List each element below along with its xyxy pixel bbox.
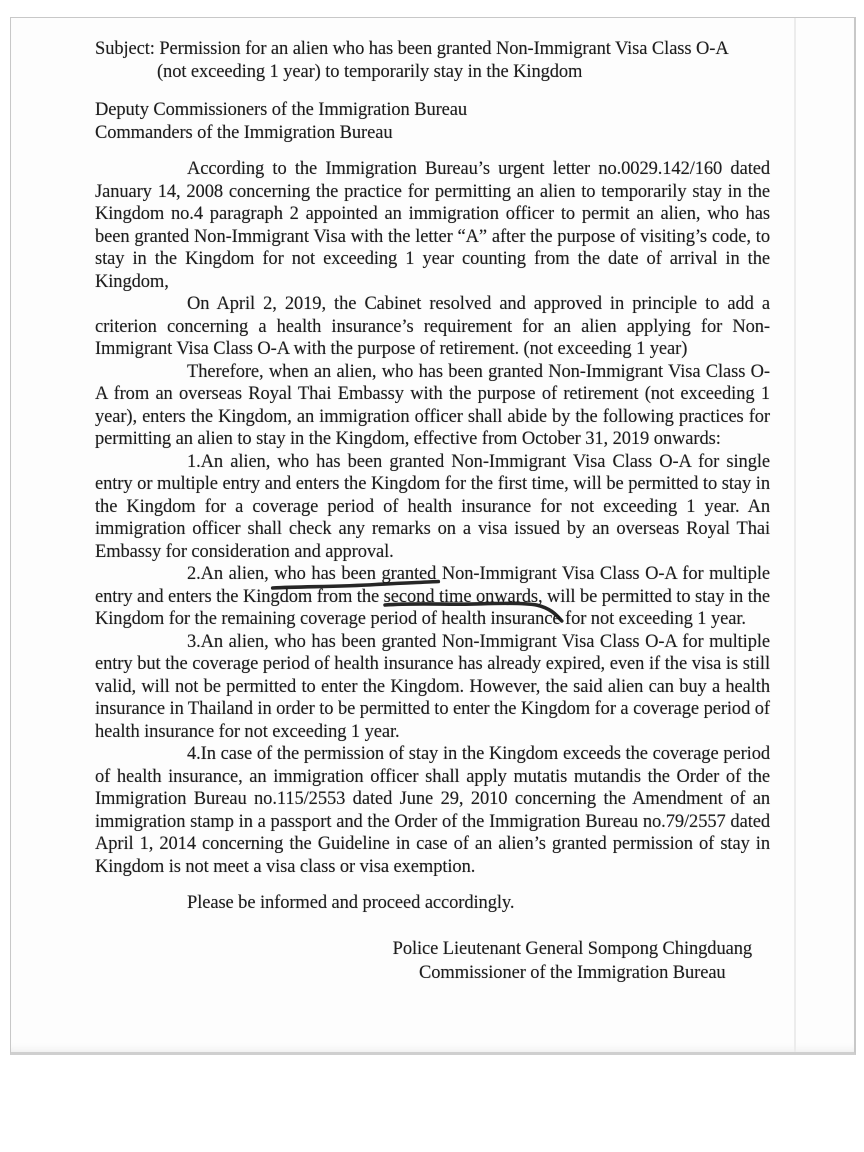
- body-paragraph-item-2: [95, 563, 770, 631]
- body-paragraph-intro: According to the Immigration Bureau’s urgent letter no.0029.142/160 dated January 14, 2008 concerning the practice for permitting an alien to temporarily stay in the Kingdom no.4 paragraph 2 appointed an immigration officer to permit an alien, who has been granted Non-Immigrant Visa with the letter “A” after the purpose of visiting’s code, to stay in the Kingdom for not exceeding 1 year counting from the date of arrival in the Kingdom,: [95, 159, 770, 292]
- letter-content: [11, 18, 854, 986]
- body-paragraph-item-4: 4.In case of the permission of stay in the Kingdom exceeds the coverage period of health insurance, an immigration officer shall apply mutatis mutandis the Order of the Immigration Bureau no.115/2553 dated June 29, 2010 concerning the Amendment of an immigration stamp in a passport and the Order of the Immigration Bureau no.79/2557 dated April 1, 2014 concerning the Guideline in case of an alien’s granted permission of stay in Kingdom is not meet a visa class or visa exemption.: [95, 744, 770, 877]
- recipient-line: Commanders of the Immigration Bureau: [95, 122, 393, 143]
- pen-underline-mark: [274, 564, 436, 584]
- body-paragraph-item-3: 3.An alien, who has been granted Non-Immigrant Visa Class O-A for multiple entry but the coverage period of health insurance has already expired, even if the visa is still valid, will not be permitted to enter the Kingdom. However, the said alien can buy a health insurance in Thailand in order to be permitted to enter the Kingdom for a coverage period of health insurance for not exceeding 1 year.: [95, 631, 770, 742]
- underlined-phrase: who has been granted: [274, 564, 437, 584]
- body-paragraph-therefore: Therefore, when an alien, who has been granted Non-Immigrant Visa Class O-A from an overseas Royal Thai Embassy with the purpose of retirement (not exceeding 1 year), enters the Kingdom, an immigration officer shall abide by the following practices for permitting an alien to stay in the Kingdom, effective from October 31, 2019 onwards:: [95, 361, 770, 449]
- subject-line-1: Subject: Permission for an alien who has been granted Non-Immigrant Visa Class O-A: [95, 39, 729, 59]
- pen-underline-swoosh-mark: [384, 587, 543, 607]
- signer-name: Police Lieutenant General Sompong Chingduang: [392, 938, 752, 959]
- recipients-block: [95, 99, 770, 144]
- signer-title: Commissioner of the Immigration Bureau: [419, 963, 726, 983]
- text-segment: will be permitted to stay in the Kingdom for the remaining coverage period of health insurance for not exceeding 1 year.: [95, 586, 770, 629]
- subject-block: [95, 38, 770, 83]
- scanned-letter-page: [10, 17, 856, 1055]
- recipient-line: Deputy Commissioners of the Immigration Bureau: [95, 100, 468, 120]
- text-segment: 2.An alien,: [187, 564, 275, 584]
- signature-block: [393, 937, 752, 986]
- closing-line: Please be informed and proceed accordingly.: [187, 893, 515, 913]
- body-paragraph-item-1: 1.An alien, who has been granted Non-Immigrant Visa Class O-A for single entry or multiple entry and enters the Kingdom for the first time, will be permitted to stay in the Kingdom for a coverage period of health insurance for not exceeding 1 year. An immigration officer shall check any remarks on a visa issued by an overseas Royal Thai Embassy for consideration and approval.: [95, 451, 770, 562]
- subject-line-2: (not exceeding 1 year) to temporarily stay in the Kingdom: [157, 61, 583, 82]
- underlined-phrase: second time onwards,: [383, 586, 543, 607]
- text-segment: Non-Immigrant Visa Class O-A for multiple entry and enters the Kingdom from the: [95, 564, 770, 607]
- body-paragraph-cabinet: On April 2, 2019, the Cabinet resolved and approved in principle to add a criterion concerning a health insurance’s requirement for an alien applying for Non-Immigrant Visa Class O-A with the purpose of retirement. (not exceeding 1 year): [95, 294, 770, 359]
